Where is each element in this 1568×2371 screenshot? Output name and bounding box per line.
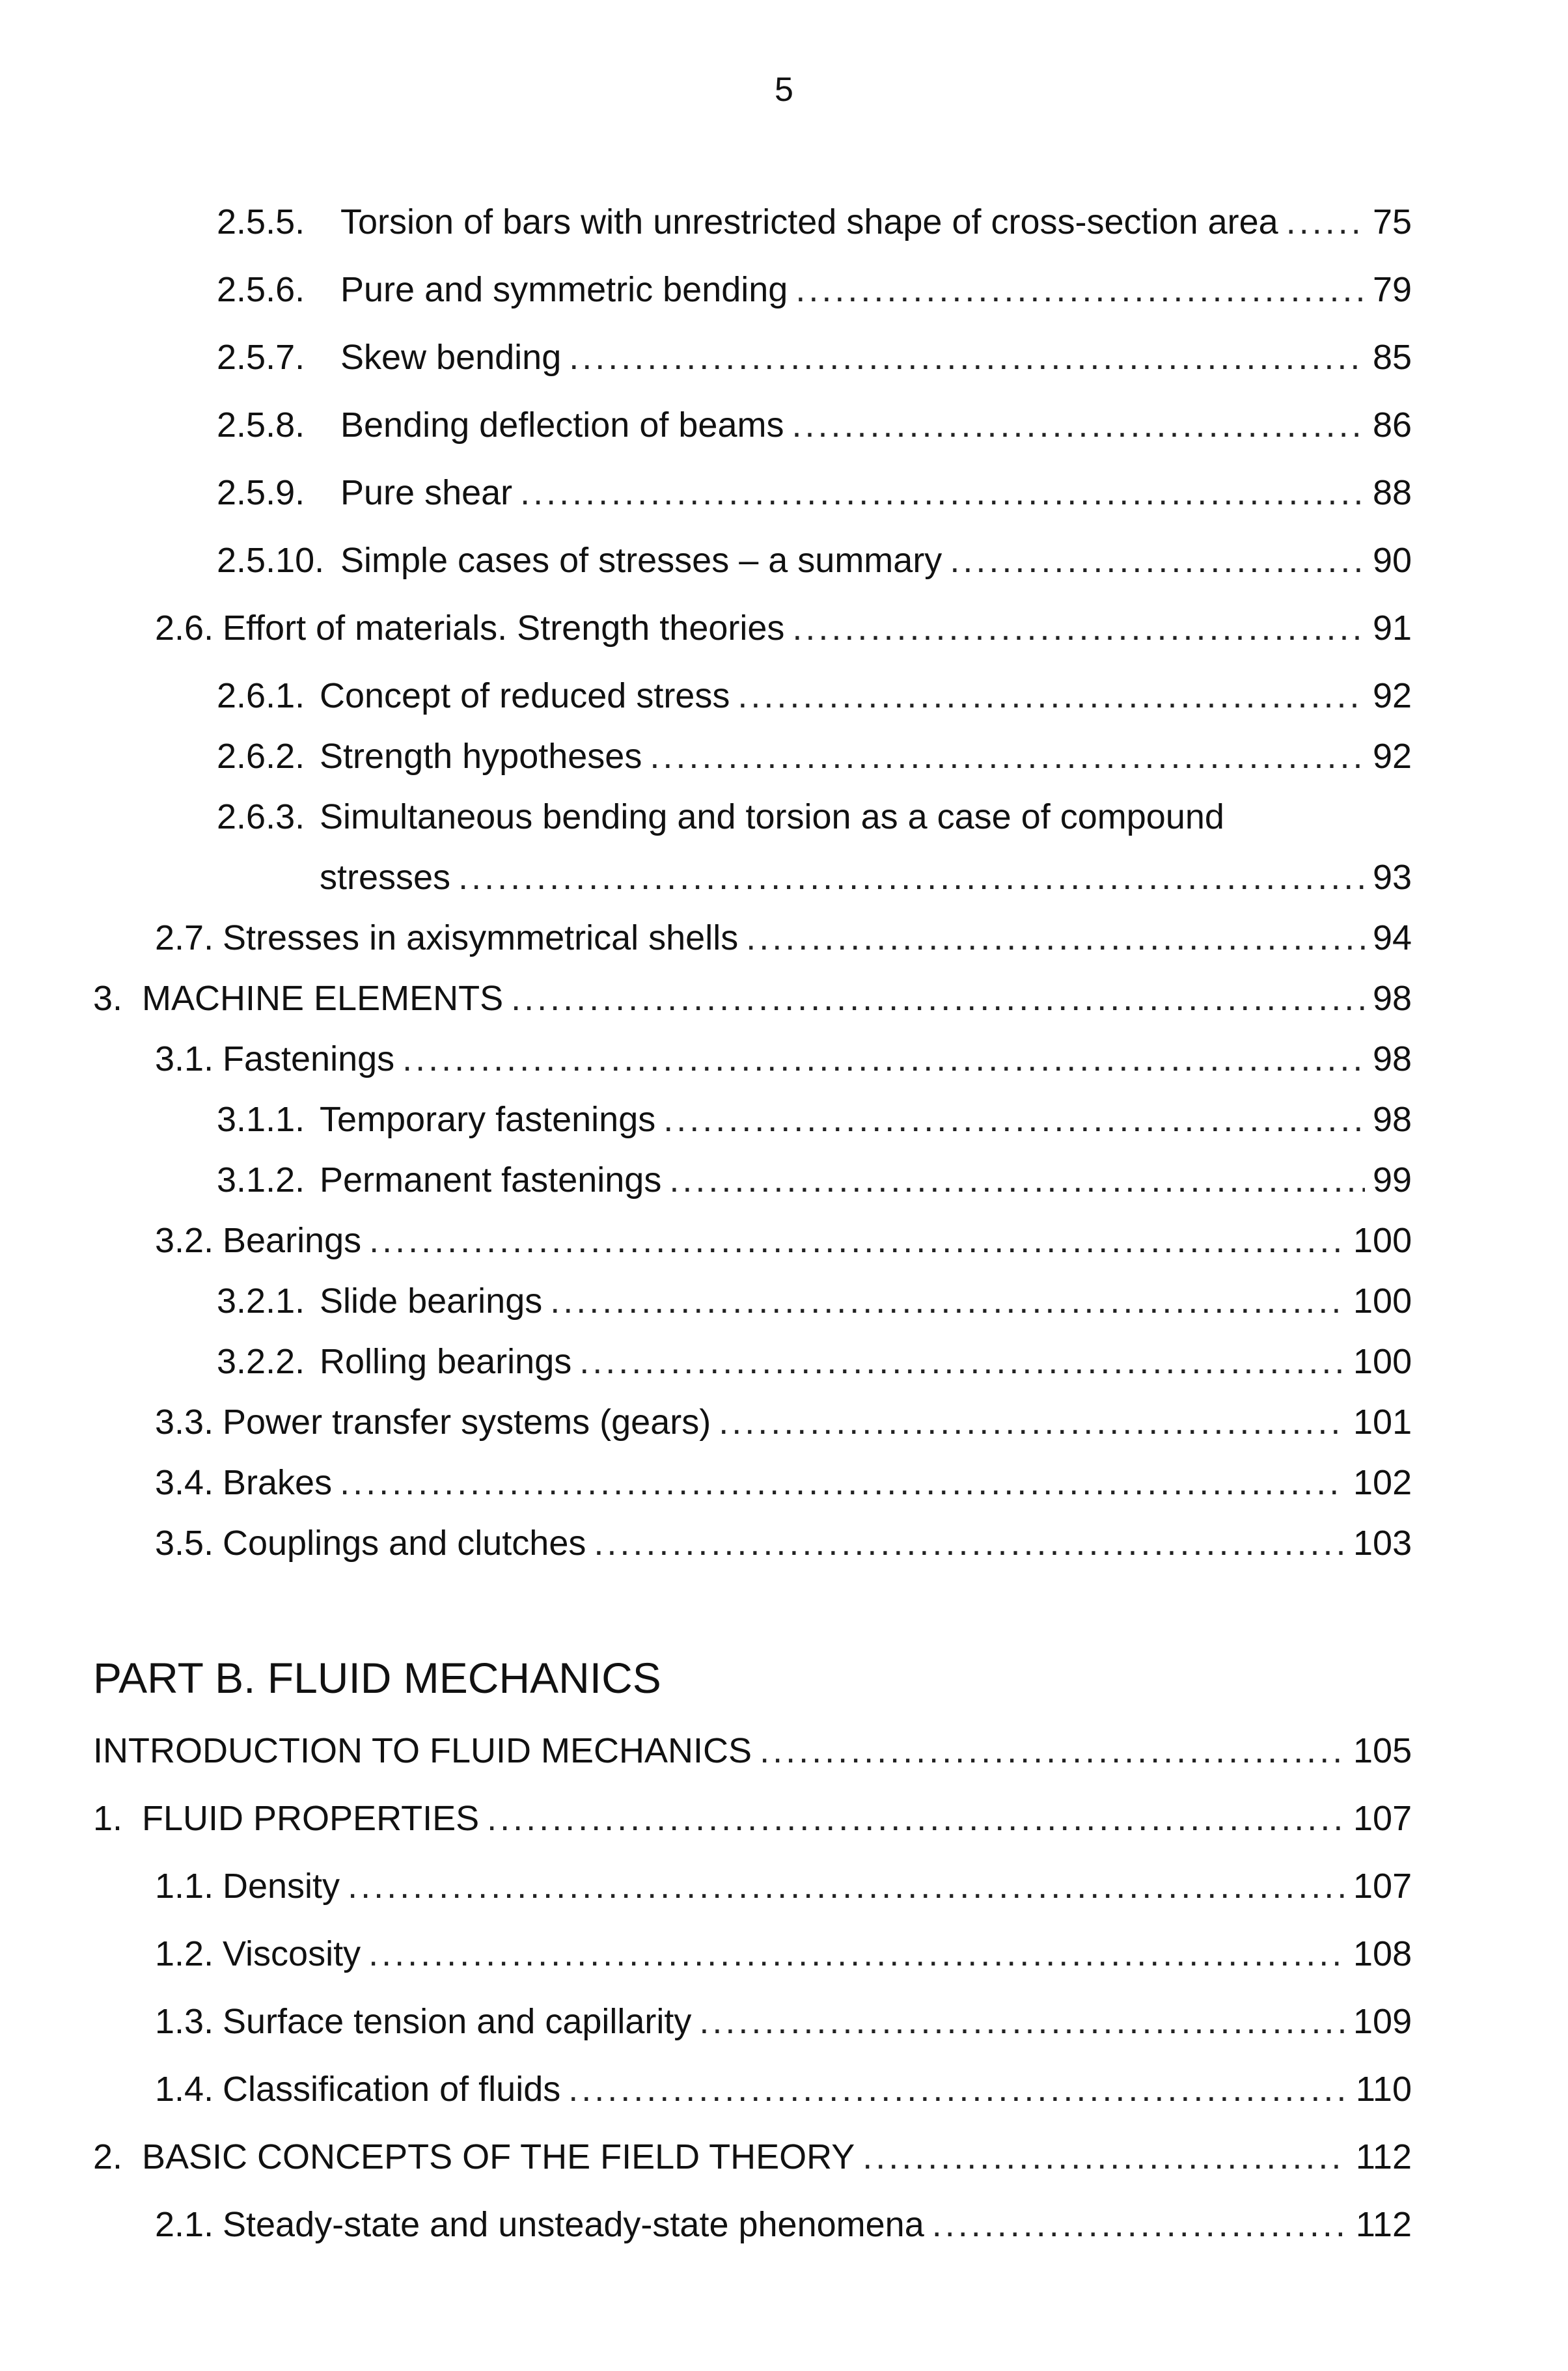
toc-entry: [217, 472, 1412, 514]
toc-entry: [217, 540, 1412, 581]
page-number: 5: [775, 71, 793, 109]
toc-number: 2.5.9.: [217, 473, 305, 512]
dot-leader: [663, 1099, 1365, 1140]
dot-leader: [760, 1730, 1345, 1772]
toc-number: 2.1.: [155, 2205, 214, 2244]
toc-entry: [217, 404, 1412, 446]
toc-page: 100: [1353, 1342, 1412, 1381]
toc-page: 100: [1353, 1281, 1412, 1321]
dot-leader: [511, 978, 1365, 1019]
dot-leader: [1286, 201, 1365, 243]
toc-page: 105: [1353, 1731, 1412, 1770]
toc-title: Power transfer systems (gears): [223, 1403, 711, 1442]
toc-entry: [217, 1280, 1412, 1322]
toc-title: Bending deflection of beams: [340, 405, 784, 445]
dot-leader: [594, 1522, 1345, 1564]
toc-page: 92: [1373, 737, 1412, 776]
toc-entry: [155, 1462, 1412, 1503]
toc-number: 2.6.3.: [217, 797, 305, 836]
toc-page: 90: [1373, 541, 1412, 580]
toc-page: 79: [1373, 270, 1412, 309]
toc-title: Simultaneous bending and torsion as a case of compound: [320, 797, 1224, 836]
toc-number: 2.6.1.: [217, 676, 305, 715]
toc-title: Viscosity: [223, 1934, 361, 1973]
toc-title: Concept of reduced stress: [320, 676, 730, 715]
toc-title: Slide bearings: [320, 1281, 543, 1321]
toc-page: 107: [1353, 1867, 1412, 1906]
dot-leader: [795, 269, 1365, 310]
toc-page: 107: [1353, 1799, 1412, 1838]
toc-title: Surface tension and capillarity: [223, 2002, 692, 2041]
dot-leader: [719, 1401, 1345, 1443]
toc-entry: [155, 1933, 1412, 1975]
toc-number: 1.: [93, 1799, 123, 1838]
toc-title: Classification of fluids: [223, 2070, 561, 2109]
dot-leader: [402, 1038, 1365, 1080]
toc-page: 101: [1353, 1403, 1412, 1442]
toc-title: Brakes: [223, 1463, 333, 1502]
toc-title: INTRODUCTION TO FLUID MECHANICS: [93, 1731, 752, 1770]
toc-page: 85: [1373, 338, 1412, 377]
dot-leader: [791, 404, 1365, 446]
dot-leader: [932, 2204, 1345, 2245]
dot-leader: [862, 2136, 1345, 2178]
toc-number: 3.2.1.: [217, 1281, 305, 1321]
toc-title: stresses: [320, 858, 451, 897]
toc-title: Effort of materials. Strength theories: [223, 609, 785, 648]
toc-page: 108: [1353, 1934, 1412, 1973]
toc-title: Skew bending: [340, 338, 562, 377]
toc-number: 1.1.: [155, 1867, 214, 1906]
toc-number: 2.5.6.: [217, 270, 305, 309]
dot-leader: [368, 1933, 1345, 1975]
dot-leader: [669, 1159, 1365, 1201]
toc-page: 112: [1355, 2137, 1412, 2176]
part-heading: PART B. FLUID MECHANICS: [93, 1654, 661, 1702]
dot-leader: [458, 857, 1365, 898]
dot-leader: [550, 1280, 1345, 1322]
dot-leader: [699, 2001, 1345, 2042]
toc-title: BASIC CONCEPTS OF THE FIELD THEORY: [142, 2137, 855, 2176]
toc-number: 2.6.: [155, 609, 214, 648]
toc-entry: [155, 1522, 1412, 1564]
toc-number: 3.3.: [155, 1403, 214, 1442]
toc-page: 86: [1373, 405, 1412, 445]
dot-leader: [568, 2068, 1345, 2110]
toc-title: Couplings and clutches: [223, 1524, 586, 1563]
toc-entry: [217, 269, 1412, 310]
toc-page: 102: [1353, 1463, 1412, 1502]
toc-page: 98: [1373, 979, 1412, 1018]
toc-entry: [155, 1865, 1412, 1907]
toc-page: 75: [1373, 202, 1412, 241]
toc-entry: [93, 2136, 1412, 2178]
toc-entry: [155, 1038, 1412, 1080]
dot-leader: [792, 607, 1365, 649]
dot-leader: [650, 735, 1365, 777]
toc-title: Pure and symmetric bending: [340, 270, 788, 309]
toc-number: 2.5.5.: [217, 202, 305, 241]
toc-page: 98: [1373, 1039, 1412, 1078]
toc-number: 1.3.: [155, 2002, 214, 2041]
toc-number: 3.4.: [155, 1463, 214, 1502]
toc-page: 103: [1353, 1524, 1412, 1563]
toc-page: 94: [1373, 918, 1412, 957]
toc-page: 110: [1355, 2070, 1412, 2109]
toc-number: 3.1.2.: [217, 1160, 305, 1199]
toc-entry: [217, 675, 1412, 717]
toc-page: 98: [1373, 1100, 1412, 1139]
toc-entry: [155, 1401, 1412, 1443]
toc-title: Temporary fastenings: [320, 1100, 656, 1139]
toc-page: 112: [1355, 2205, 1412, 2244]
toc-title: Bearings: [223, 1221, 362, 1260]
toc-title: Fastenings: [223, 1039, 395, 1078]
dot-leader: [348, 1865, 1345, 1907]
toc-page: 88: [1373, 473, 1412, 512]
toc-number: 1.4.: [155, 2070, 214, 2109]
toc-page: 109: [1353, 2002, 1412, 2041]
toc-entry: [217, 201, 1412, 243]
toc-entry: [93, 978, 1412, 1019]
toc-entry: [93, 1798, 1412, 1839]
toc-title: Permanent fastenings: [320, 1160, 662, 1199]
toc-number: 2.7.: [155, 918, 214, 957]
toc-page: 91: [1373, 609, 1412, 648]
dot-leader: [369, 1220, 1345, 1261]
dot-leader: [520, 472, 1365, 514]
toc-number: 3.: [93, 979, 123, 1018]
toc-entry: [217, 1159, 1412, 1201]
toc-page: 93: [1373, 858, 1412, 897]
toc-number: 1.2.: [155, 1934, 214, 1973]
toc-entry: [217, 336, 1412, 378]
toc-title: MACHINE ELEMENTS: [142, 979, 504, 1018]
toc-page: 92: [1373, 676, 1412, 715]
dot-leader: [950, 540, 1365, 581]
toc-title: Strength hypotheses: [320, 737, 642, 776]
toc-entry: [320, 857, 1412, 898]
toc-entry: [155, 2068, 1412, 2110]
dot-leader: [487, 1798, 1345, 1839]
toc-entry: [155, 1220, 1412, 1261]
toc-title: FLUID PROPERTIES: [142, 1799, 480, 1838]
toc-entry: [155, 2001, 1412, 2042]
dot-leader: [737, 675, 1365, 717]
toc-entry: [155, 2204, 1412, 2245]
toc-number: 2.5.7.: [217, 338, 305, 377]
toc-entry: [155, 917, 1412, 959]
toc-number: 2.5.10.: [217, 541, 325, 580]
toc-entry: [93, 1730, 1412, 1772]
toc-title: Torsion of bars with unrestricted shape of cross-section area: [340, 202, 1278, 241]
toc-entry: [155, 607, 1412, 649]
toc-number: 3.5.: [155, 1524, 214, 1563]
dot-leader: [569, 336, 1365, 378]
toc-title: Density: [223, 1867, 340, 1906]
toc-number: 3.2.: [155, 1221, 214, 1260]
toc-number: 2.6.2.: [217, 737, 305, 776]
dot-leader: [340, 1462, 1345, 1503]
toc-title: Pure shear: [340, 473, 513, 512]
toc-page: 100: [1353, 1221, 1412, 1260]
toc-page: 99: [1373, 1160, 1412, 1199]
toc-number: 3.1.1.: [217, 1100, 305, 1139]
toc-entry: [217, 735, 1412, 777]
toc-title: Rolling bearings: [320, 1342, 572, 1381]
toc-entry: [217, 1099, 1412, 1140]
toc-number: 2.: [93, 2137, 123, 2176]
toc-title: Simple cases of stresses – a summary: [340, 541, 942, 580]
dot-leader: [746, 917, 1365, 959]
toc-entry: [217, 796, 1224, 838]
toc-entry: [217, 1341, 1412, 1382]
toc-title: Steady-state and unsteady-state phenomena: [223, 2205, 924, 2244]
toc-number: 3.2.2.: [217, 1342, 305, 1381]
toc-number: 2.5.8.: [217, 405, 305, 445]
dot-leader: [579, 1341, 1345, 1382]
toc-title: Stresses in axisymmetrical shells: [223, 918, 739, 957]
toc-number: 3.1.: [155, 1039, 214, 1078]
